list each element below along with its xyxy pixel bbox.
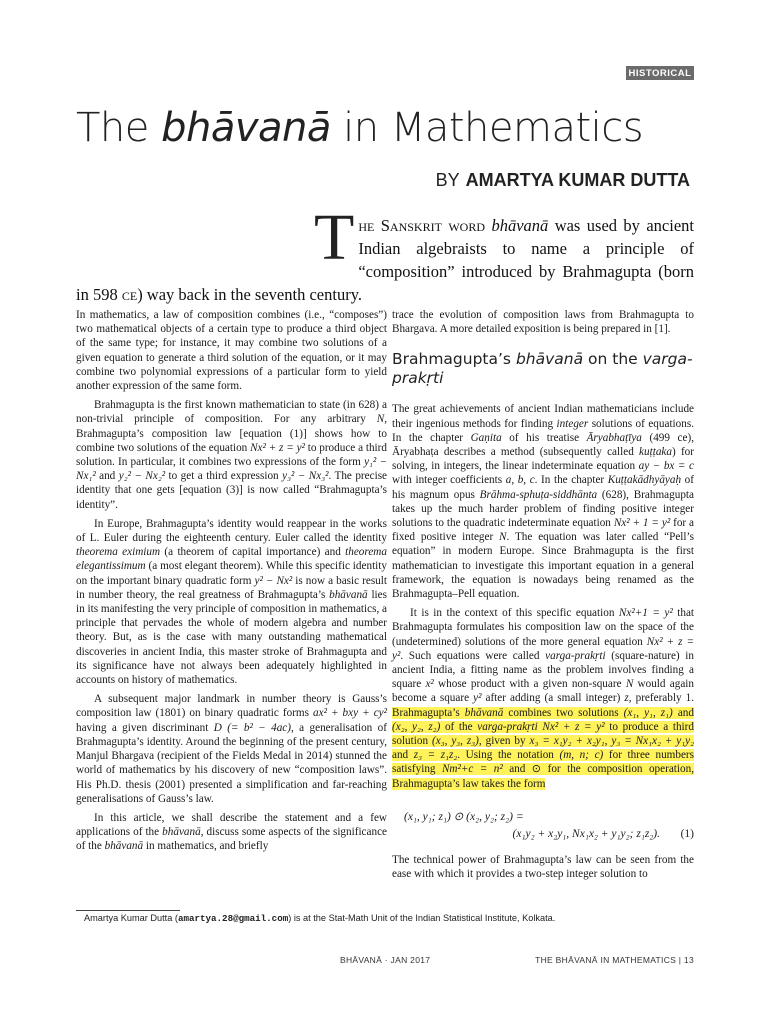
text: to get a third expression — [165, 470, 283, 483]
footnote-rule — [76, 910, 180, 911]
text: would again become a square — [392, 678, 694, 705]
math: y₂² − Nx₂² — [118, 470, 166, 483]
author-footnote — [84, 913, 704, 924]
text: A subsequent major landmark in number theory is Gauss’s composition law (1801) on binary quadratic forms — [76, 693, 387, 720]
text: that Brahmagupta formulates his composition law on the space of the (undetermined) solutions of the more general equation — [392, 607, 695, 648]
text: (a most elegant theorem). While this specific identity on the important binary quadratic form — [76, 560, 387, 587]
text: In this article, we shall describe the statement and a few applications of the — [76, 811, 387, 839]
text: Amartya Kumar Dutta ( — [84, 913, 178, 923]
emphasis: integer — [556, 417, 589, 430]
text: combines two solutions — [503, 706, 624, 719]
math: y₁² − Nx₁² — [76, 456, 388, 483]
left-p5 — [76, 811, 387, 854]
text: for the composition operation, Brahmagupta’s law takes the form — [392, 763, 695, 790]
text: to produce a third solution — [392, 720, 694, 748]
math: N — [376, 413, 385, 426]
right-column — [392, 308, 694, 881]
text: Brahmagupta’s — [392, 706, 465, 719]
left-column — [76, 308, 387, 854]
math: Nx²+1 = y² — [618, 607, 673, 620]
author-email-link[interactable]: amartya.28@gmail.com — [177, 913, 289, 924]
text: on the — [583, 350, 643, 369]
text: , a generalisation of Brahmagupta’s identity. Around the beginning of the present century, Manjul Bhargava (recipient of the Fields Medal in 2014) stunned the world of mathematics by his discovery of new “composition laws”. His Ph.D. thesis (2001) presented a simplification and far-reaching generalisations of Gauss’s law. — [76, 721, 387, 805]
emphasis: Kuṭṭakādhyāyaḥ — [607, 474, 682, 487]
right-p0: trace the evolution of composition laws from Brahmagupta to Bhargava. A more detailed exposition is being prepared in [1]. — [392, 309, 694, 336]
lead-rest-a: was used by ancient Indian algebraists to name a principle of “composition” introduced by Brahmagupta (born in 598 — [76, 216, 694, 304]
text: , preferably 1. — [628, 692, 694, 705]
emphasis: bhāvanā — [162, 826, 201, 839]
left-p1: In mathematics, a law of composition combines (i.e., “composes”) two mathematical objects of a certain type to produce a third object of the same type; for instance, it may combine two solutions of a given equation to generate a third solution of the equation, or it may combine two polynomial expressions of a particular form to yield another expression of the same form. — [76, 309, 387, 393]
text: , discuss some aspects of the significance of the — [76, 826, 388, 853]
math: Nm²+c = n² — [441, 763, 503, 776]
lead-rest-b: ) way back in the seventh century. — [137, 285, 362, 304]
math: a, b, c — [505, 474, 535, 487]
math: (m, n; c) — [559, 749, 604, 762]
text: . In the chapter — [534, 474, 608, 487]
equation-1 — [404, 809, 694, 843]
text: to produce a third solution. In particular, it combines two expressions of the form — [76, 441, 387, 469]
math: ax² + bxy + cy² — [313, 707, 387, 720]
left-p3 — [76, 517, 387, 687]
math: Nx² + z = y² — [250, 441, 305, 454]
text: and — [672, 706, 694, 719]
math: (x₂, y₂, z₂) — [392, 720, 441, 733]
footer-page: THE BHĀVANĀ IN MATHEMATICS | 13 — [535, 955, 694, 965]
math: D (= b² − 4ac) — [213, 721, 291, 734]
equation-line-1: (x₁, y₁; z₁) ⊙ (x₂, y₂; z₂) = — [404, 810, 524, 823]
title-post: in Mathematics — [330, 105, 644, 151]
text: solutions of equations. In the chapter — [392, 417, 695, 444]
text: lies in its manifesting the very principle of composition in mathematics, a principle that pervades the whole of modern algebra and number theory. But, as is the case with many outstanding mathematical discoveries in ancient India, this master stroke of Brahmagupta and its significance have not always been adequately highlighted in accounts on history of mathematics. — [76, 588, 388, 687]
text: . Such equations were called — [400, 649, 546, 662]
title-pre: The — [76, 105, 162, 151]
byline — [300, 170, 690, 191]
text: Brahmagupta’s — [392, 350, 516, 369]
title-em: bhāvanā — [161, 105, 331, 151]
emphasis: Gaṇita — [470, 431, 502, 444]
text: whose product with a given non-square — [433, 678, 626, 691]
emphasis: theorema eximium — [76, 546, 161, 559]
left-p2 — [76, 398, 387, 512]
math: y² − Nx² — [254, 574, 293, 587]
emphasis: varga-prakṛti — [545, 649, 606, 662]
emphasis: Brāhma-sphuṭa-siddhānta — [479, 488, 598, 501]
math: z₃ = z₁z₂ — [413, 749, 458, 762]
lead-smallcaps: he Sanskrit word — [358, 216, 486, 235]
lead-em: bhāvanā — [491, 216, 549, 235]
math: Nx² + z = y² — [392, 635, 694, 662]
text: . The precise identity that one gets [equation (3)] is now called “Brahmagupta’s identity”. — [76, 470, 388, 511]
text: The great achievements of ancient Indian mathematicians include their ingenious methods for finding — [392, 403, 694, 430]
math: N — [499, 531, 507, 544]
text: . Using the notation — [457, 749, 560, 762]
text: and — [392, 749, 414, 762]
text: in mathematics, and briefly — [143, 840, 269, 853]
article-title — [76, 100, 696, 156]
right-p1 — [392, 402, 694, 601]
text: ) for solving, in integers, the linear indeterminate equation — [392, 446, 694, 473]
equation-line-2: (x₁y₂ + x₂y₁, Nx₁x₂ + y₁y₂; z₁z₂). — [512, 827, 660, 840]
text: and — [95, 470, 119, 483]
math: y² — [473, 692, 482, 705]
math: N — [625, 678, 634, 691]
text: , given by — [478, 735, 530, 748]
emphasis: bhāvanā — [329, 588, 368, 601]
emphasis: Āryabhaṭīya — [586, 431, 642, 444]
math: z — [624, 692, 629, 705]
emphasis: varga-prakṛti — [392, 350, 693, 388]
text: , Brahmagupta’s composition law [equation (1)] shows how to combine two solutions of the equation — [76, 413, 387, 454]
right-p3: The technical power of Brahmagupta’s law can be seen from the ease with which it provides a two-step integer solution to — [392, 853, 694, 881]
text: (square-nature) in ancient India, a fitting name as the problem involves finding a square — [392, 649, 694, 691]
text: (499 ce), Āryabhaṭa describes a method (subsequently called — [392, 431, 694, 459]
text: of his magnum opus — [392, 474, 694, 501]
text: for three numbers satisfying — [392, 749, 695, 776]
text: In Europe, Brahmagupta’s identity would reappear in the works of L. Euler during the eighteenth century. Euler called the identity — [76, 517, 387, 545]
text: for a fixed positive integer — [392, 517, 695, 544]
right-p2 — [392, 606, 694, 791]
left-p4 — [76, 692, 387, 806]
text: . The equation was later called “Pell’s equation” in modern Europe. Since Brahmagupta is the first mathematician to investigate this important equation in a general framework, the equation is nowadays being renamed as the Brahmagupta–Pell equation. — [392, 531, 694, 601]
math: Nx² + 1 = y² — [613, 517, 671, 530]
emphasis: bhāvanā — [515, 350, 584, 369]
text: is now a basic result in number theory, the real greatness of Brahmagupta’s — [76, 574, 387, 601]
composition-symbol: ⊙ — [531, 763, 542, 776]
emphasis: bhāvanā — [464, 706, 504, 719]
lead-paragraph — [76, 201, 694, 306]
emphasis: bhāvanā — [104, 840, 144, 853]
byline-by: BY — [435, 170, 460, 190]
math: (x₁, y₁, z₁) — [623, 706, 673, 719]
emphasis: varga-prakṛti — [477, 720, 538, 733]
section-tag: HISTORICAL — [626, 66, 694, 80]
highlighted-passage — [392, 707, 694, 790]
text: (a theorem of capital importance) and — [160, 546, 346, 559]
math: (x₃, y₃, z₃) — [432, 735, 479, 748]
text: having a given discriminant — [76, 721, 214, 734]
text: ) is at the Stat-Math Unit of the Indian Statistical Institute, Kolkata. — [288, 913, 556, 923]
text: of his treatise — [501, 431, 587, 444]
author-name: AMARTYA KUMAR DUTTA — [465, 170, 690, 190]
drop-cap: T — [314, 201, 355, 274]
section-heading — [392, 350, 694, 388]
equation-number: (1) — [680, 827, 694, 840]
math: x² — [425, 678, 434, 691]
text: It is in the context of this specific equation — [410, 607, 619, 620]
math: y₃² − Nx₃² — [282, 470, 329, 483]
footer-journal: BHĀVANĀ · JAN 2017 — [340, 955, 431, 965]
math: ay − bx = c — [638, 460, 694, 473]
emphasis: theorema elegantissimum — [76, 546, 387, 573]
math: x₃ = x₁y₂ + x₂y₁, y₃ = Nx₁x₂ + y₁y₂ — [529, 735, 694, 748]
text: Brahmagupta is the first known mathematician to state (in 628) a non-trivial principle of composition. For any arbitrary — [76, 399, 387, 426]
text: and — [502, 763, 532, 776]
lead-ce: ce — [121, 285, 138, 304]
text: after adding (a small integer) — [481, 692, 625, 705]
emphasis: kuṭṭaka — [639, 446, 672, 459]
text: of the — [440, 720, 478, 733]
math: Nx² + z = y² — [542, 720, 605, 733]
text: (628), Brahmagupta takes up the much harder problem of finding positive integer solutions to the quadratic indeterminate equation — [392, 488, 694, 530]
text: with integer coefficients — [392, 474, 506, 487]
